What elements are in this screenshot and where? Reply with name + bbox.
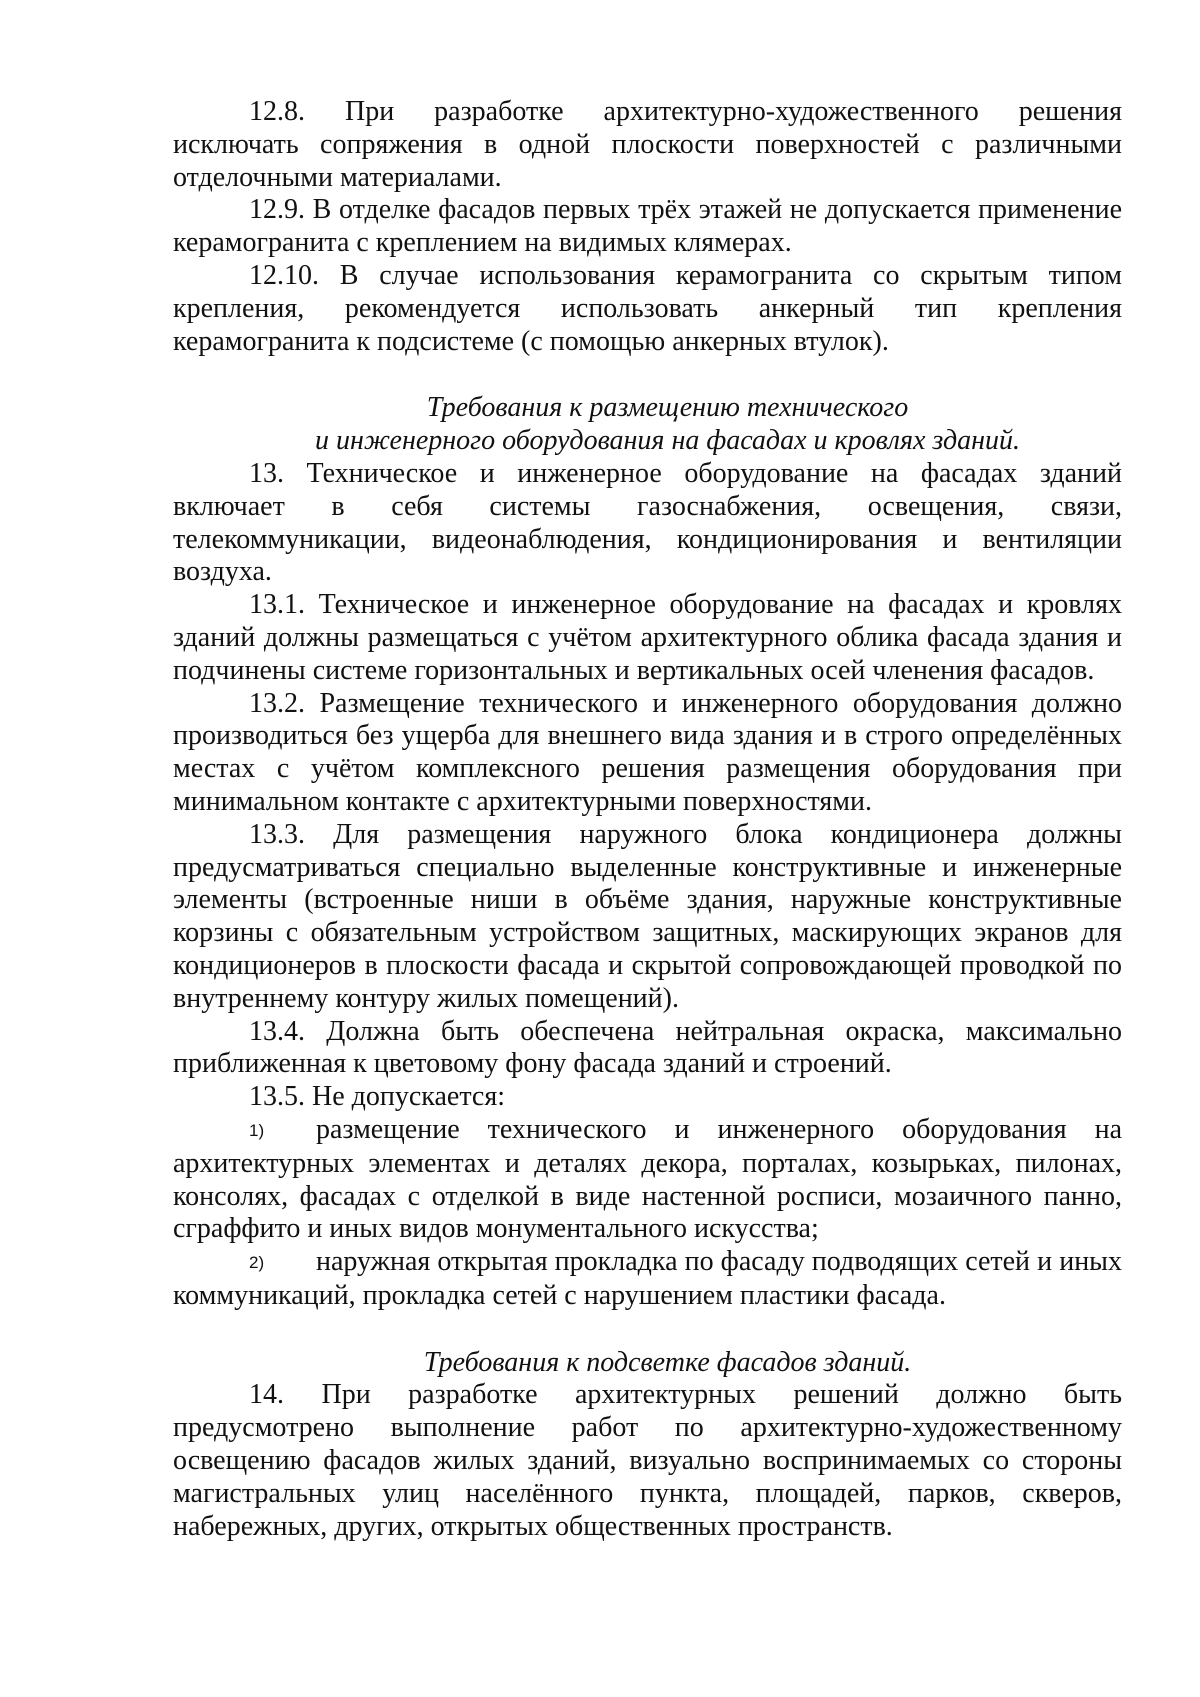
document-page (173, 96, 1122, 1543)
paragraph-13-3: 13.3. Для размещения наружного блока кондиционера должны предусматриваться специально выделенные конструктивные и инженерные элементы (встроенные ниши в объёме здания, наружные конструктивные корзины с обязательным устройством защитных, маскирующих экранов для кондиционеров в плоскости фасада и скрытой сопровождающей проводкой по внутреннему контуру жилых помещений). (173, 818, 1122, 1014)
paragraph-12-9: 12.9. В отделке фасадов первых трёх этажей не допускается применение керамогранита с креплением на видимых клямерах. (173, 194, 1122, 259)
section-heading-lighting: Требования к подсветке фасадов зданий. (423, 1346, 912, 1378)
paragraph-13-1: 13.1. Техническое и инженерное оборудование на фасадах и кровлях зданий должны размещаться с учётом архитектурного облика фасада здания и подчинены системе горизонтальных и вертикальных осей членения фасадов. (173, 589, 1122, 686)
paragraph-13-2: 13.2. Размещение технического и инженерного оборудования должно производиться без ущерба для внешнего вида здания и в строго определённых местах с учётом комплексного решения размещения оборудования при минимальном контакте с архитектурными поверхностями. (173, 687, 1122, 817)
paragraph-13: 13. Техническое и инженерное оборудование на фасадах зданий включает в себя системы газоснабжения, освещения, связи, телекоммуникации, видеонаблюдения, кондиционирования и вентиляции воздуха. (173, 457, 1122, 588)
paragraph-14: 14. При разработке архитектурных решений должно быть предусмотрено выполнение работ по архитектурно-художественному освещению фасадов жилых зданий, визуально воспринимаемых со стороны магистральных улиц населённого пункта, площадей, парков, скверов, набережных, других, открытых общественных пространств. (173, 1379, 1122, 1542)
list-item-2 (173, 1246, 1122, 1313)
paragraph-12-8: 12.8. При разработке архитектурно-художественного решения исключать сопряжения в одной плоскости поверхностей с различными отделочными материалами. (173, 96, 1122, 193)
section-heading-equipment-line2: и инженерного оборудования на фасадах и кровлях зданий. (314, 425, 1021, 457)
list-item-1 (173, 1114, 1122, 1246)
list-item-text: размещение технического и инженерного оборудования на архитектурных элементах и деталях декора, порталах, козырьках, пилонах, консолях, фасадах с отделкой в виде настенной росписи, мозаичного панно, сграффито и иных видов монументального искусства; (173, 1113, 1122, 1245)
paragraph-13-4: 13.4. Должна быть обеспечена нейтральная окраска, максимально приближенная к цветовому фону фасада зданий и строений. (173, 1015, 1122, 1080)
section-heading-equipment (173, 392, 1122, 458)
paragraph-12-10: 12.10. В случае использования керамогранита со скрытым типом крепления, рекомендуется использовать анкерный тип крепления керамогранита к подсистеме (с помощью анкерных втулок). (173, 259, 1122, 357)
section-heading-equipment-line1: Требования к размещению технического (426, 392, 909, 424)
list-item-number: 1) (249, 1120, 265, 1140)
list-item-text: наружная открытая прокладка по фасаду подводящих сетей и иных коммуникаций, прокладка сетей с нарушением пластики фасада. (173, 1246, 1122, 1311)
paragraph-13-5: 13.5. Не допускается: (249, 1081, 506, 1113)
list-item-number: 2) (249, 1253, 265, 1273)
